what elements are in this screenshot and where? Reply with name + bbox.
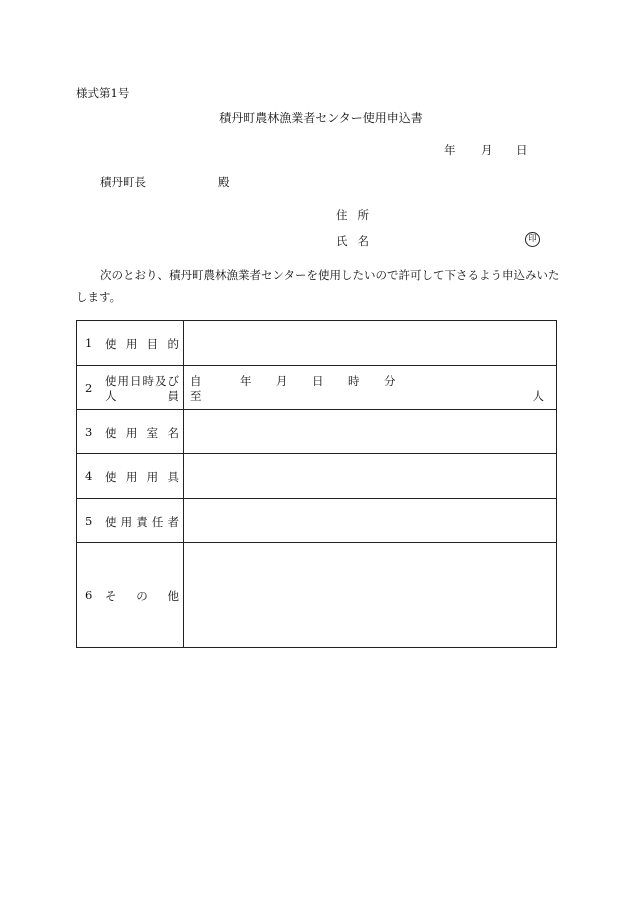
- row-label-text: 使 用 室 名: [105, 426, 179, 440]
- row-label-datetime: [77, 366, 184, 410]
- row-label-room: [77, 410, 184, 454]
- table-row: [77, 499, 557, 543]
- row-number: 3: [85, 425, 93, 439]
- to-label: 至: [190, 389, 202, 403]
- row-label-text: 使 用 目 的: [105, 337, 179, 351]
- day-label: 日: [312, 374, 324, 388]
- row-label-other: [77, 543, 184, 648]
- form-number: 様式第1号: [76, 86, 130, 100]
- row-label-text: そ の 他: [105, 589, 179, 603]
- application-table: [76, 320, 557, 648]
- date-day-label: 日: [516, 143, 528, 157]
- seal-mark: 印: [525, 232, 540, 247]
- document-title: 積丹町農林漁業者センター使用申込書: [219, 111, 423, 125]
- equipment-field[interactable]: [184, 454, 557, 499]
- row-number: 5: [85, 514, 93, 528]
- other-field[interactable]: [184, 543, 557, 648]
- month-label: 月: [276, 374, 288, 388]
- row-label-equipment: [77, 454, 184, 499]
- row-number: 2: [85, 381, 93, 395]
- table-row: [77, 454, 557, 499]
- row-label-purpose: [77, 321, 184, 366]
- purpose-field[interactable]: [184, 321, 557, 366]
- row-label-text: 使 用 責 任 者: [105, 515, 179, 529]
- row-number: 1: [85, 336, 93, 350]
- table-row: [77, 321, 557, 366]
- table-row: [77, 366, 557, 410]
- datetime-field[interactable]: [184, 366, 557, 410]
- name-label: 氏名: [336, 234, 379, 248]
- table-row: [77, 410, 557, 454]
- date-year-label: 年: [444, 143, 456, 157]
- application-statement: 次のとおり、積丹町農林漁業者センターを使用したいので許可して下さるよう申込みいたします。: [76, 268, 560, 304]
- row-label-text-line1: 使 用 日 時 及 び: [105, 374, 179, 388]
- row-number: 4: [85, 469, 93, 483]
- year-label: 年: [240, 374, 252, 388]
- people-label: 人: [532, 389, 544, 403]
- date-month-label: 月: [481, 143, 493, 157]
- manager-field[interactable]: [184, 499, 557, 543]
- address-label: 住所: [336, 208, 379, 222]
- table-row: [77, 543, 557, 648]
- row-label-text-line2: 人 員: [105, 389, 179, 403]
- from-label: 自: [190, 374, 202, 388]
- row-label-text: 使 用 用 具: [105, 470, 179, 484]
- row-label-manager: [77, 499, 184, 543]
- honorific: 殿: [218, 175, 230, 189]
- row-number: 6: [85, 588, 93, 602]
- hour-label: 時: [348, 374, 360, 388]
- addressee: 積丹町長: [100, 175, 146, 189]
- minute-label: 分: [384, 374, 396, 388]
- room-field[interactable]: [184, 410, 557, 454]
